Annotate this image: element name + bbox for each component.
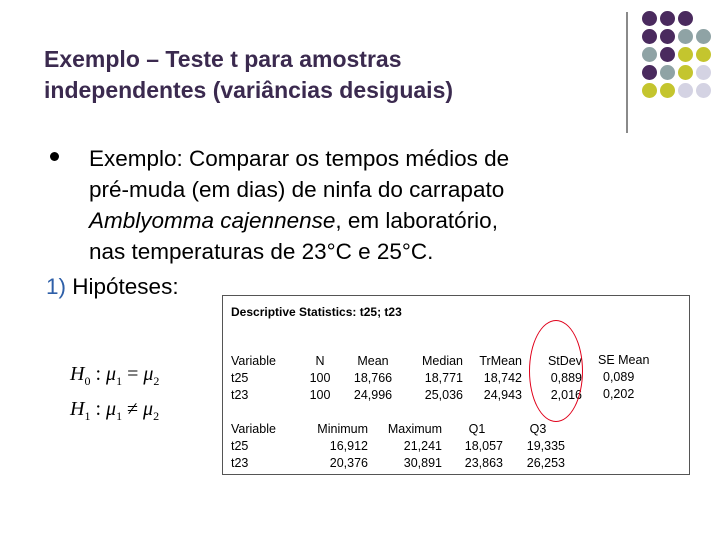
slide-title-line-1: Exemplo – Teste t para amostras — [44, 46, 402, 72]
table-cell: 26,253 — [526, 456, 565, 470]
table-cell: 100 — [309, 388, 331, 402]
table-cell: 24,943 — [483, 388, 522, 402]
decorative-dot — [678, 83, 693, 98]
table-cell: 23,863 — [464, 456, 503, 470]
decorative-dot — [642, 47, 657, 62]
decorative-dot — [678, 29, 693, 44]
decorative-dot — [660, 83, 675, 98]
decorative-dot — [696, 29, 711, 44]
slide-title — [44, 44, 604, 106]
decorative-dot — [642, 29, 657, 44]
decorative-dot — [696, 83, 711, 98]
se-mean-header: SE Mean — [598, 353, 650, 367]
decorative-dot — [642, 65, 657, 80]
table-cell: 16,912 — [329, 439, 368, 453]
hypotheses-equations — [70, 360, 200, 430]
decorative-dot — [660, 11, 675, 26]
table-cell: 21,241 — [403, 439, 442, 453]
null-hypothesis-equation: $H_0$ : $\mu_1 = \mu_2$ — [70, 363, 160, 388]
decorative-divider — [626, 12, 628, 133]
table-header: TrMean — [479, 354, 522, 368]
table-cell: 18,742 — [483, 371, 522, 385]
bullet-line-3-rest: , em laboratório, — [335, 208, 498, 233]
bullet-icon — [50, 152, 59, 161]
hypotheses-heading — [46, 273, 179, 301]
decorative-dot — [696, 65, 711, 80]
table-cell: 18,057 — [464, 439, 503, 453]
decorative-dot — [696, 47, 711, 62]
table-cell: t25 — [231, 439, 249, 453]
table-cell: 2,016 — [550, 388, 582, 402]
bullet-line-4: nas temperaturas de 23°C e 25°C. — [89, 239, 434, 264]
decorative-dot — [660, 47, 675, 62]
panel-title: Descriptive Statistics: t25; t23 — [231, 305, 402, 319]
table-cell: 30,891 — [403, 456, 442, 470]
table-cell: 24,996 — [353, 388, 393, 402]
species-name: Amblyomma cajennense — [89, 208, 336, 233]
hypotheses-label: Hipóteses: — [66, 274, 179, 299]
decorative-dot — [678, 47, 693, 62]
table-cell: 100 — [309, 371, 331, 385]
table-cell: t23 — [231, 456, 249, 470]
table-header: Q3 — [529, 422, 547, 436]
table-cell: 18,771 — [424, 371, 463, 385]
decorative-dot — [678, 65, 693, 80]
table-header: Q1 — [468, 422, 486, 436]
bullet-line-1: Exemplo: Comparar os tempos médios de — [89, 146, 510, 171]
table-header: Median — [422, 354, 463, 368]
decorative-dot — [642, 11, 657, 26]
table-cell: 0,889 — [550, 371, 582, 385]
bullet-line-2: pré-muda (em dias) de ninfa do carrapato — [89, 177, 505, 202]
table-cell: 18,766 — [353, 371, 393, 385]
table-cell: 19,335 — [526, 439, 565, 453]
bullet-line-3 — [89, 205, 509, 236]
table-cell: 20,376 — [329, 456, 368, 470]
se-mean-value-t25: 0,089 — [603, 370, 635, 384]
table-header: Mean — [357, 354, 389, 368]
slide-title-line-2: independentes (variâncias desiguais) — [44, 77, 454, 103]
table-cell: 25,036 — [424, 388, 463, 402]
table-header: Minimum — [317, 422, 368, 436]
bullet-paragraph — [89, 143, 509, 267]
table-header: N — [315, 354, 325, 368]
alternative-hypothesis-equation: $H_1$ : $\mu_1 \ne \mu_2$ — [70, 398, 160, 423]
table-header: Variable — [231, 422, 276, 436]
stdev-highlight-oval — [529, 320, 583, 422]
table-header: Variable — [231, 354, 276, 368]
decorative-dot — [642, 83, 657, 98]
table-cell: t23 — [231, 388, 249, 402]
table-header: StDev — [547, 354, 582, 368]
se-mean-column — [598, 352, 660, 403]
table-cell: t25 — [231, 371, 249, 385]
decorative-dot — [678, 11, 693, 26]
list-number: 1) — [46, 274, 67, 299]
se-mean-value-t23: 0,202 — [603, 387, 635, 401]
decorative-dot — [660, 65, 675, 80]
table-header: Maximum — [387, 422, 442, 436]
decorative-dot — [660, 29, 675, 44]
